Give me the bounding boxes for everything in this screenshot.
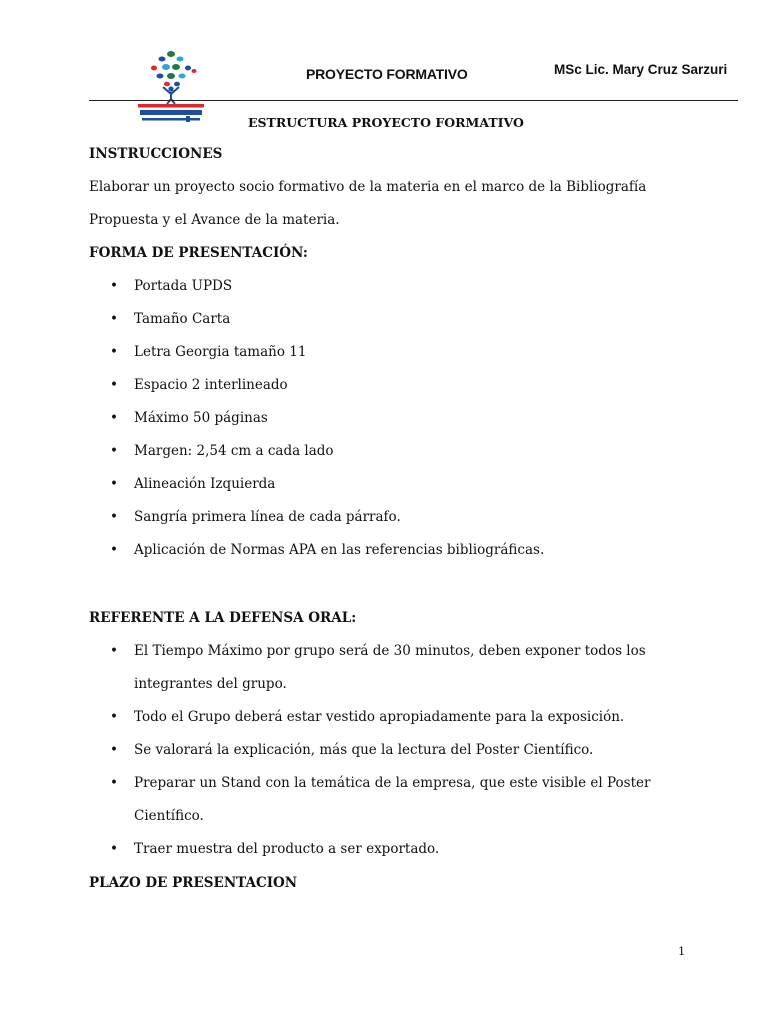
bullet-icon: • [110,509,118,525]
presentation-heading: FORMA DE PRESENTACIÓN: [89,245,308,261]
bullet-icon: • [110,311,118,327]
bullet-icon: • [110,443,118,459]
defense-heading: REFERENTE A LA DEFENSA ORAL: [89,610,357,626]
presentation-item: Portada UPDS [134,278,233,294]
defense-item: Se valorará la explicación, más que la lectura del Poster Científico. [134,742,594,758]
bullet-icon: • [110,709,118,725]
bullet-icon: • [110,377,118,393]
defense-item: Preparar un Stand con la temática de la empresa, que este visible el Poster [134,775,651,791]
bullet-icon: • [110,742,118,758]
bullet-icon: • [110,278,118,294]
upds-logo [128,46,214,134]
defense-item: Todo el Grupo deberá estar vestido apropiadamente para la exposición. [134,709,625,725]
bullet-icon: • [110,643,118,659]
bullet-icon: • [110,775,118,791]
header-title: PROYECTO FORMATIVO [306,66,468,82]
deadline-heading: PLAZO DE PRESENTACION [89,875,298,891]
presentation-item: Aplicación de Normas APA en las referencias bibliográficas. [134,542,545,558]
bullet-icon: • [110,344,118,360]
upds-tree-figure-logo-icon [128,46,214,134]
instructions-line: Elaborar un proyecto socio formativo de la materia en el marco de la Bibliografía [89,179,647,195]
bullet-icon: • [110,542,118,558]
defense-item-continuation: Científico. [134,808,204,824]
bullet-icon: • [110,841,118,857]
defense-item-continuation: integrantes del grupo. [134,676,287,692]
presentation-item: Letra Georgia tamaño 11 [134,344,307,360]
defense-item: El Tiempo Máximo por grupo será de 30 minutos, deben exponer todos los [134,643,646,659]
instructions-heading: INSTRUCCIONES [89,146,223,162]
presentation-item: Alineación Izquierda [134,476,276,492]
instructions-line: Propuesta y el Avance de la materia. [89,212,340,228]
presentation-item: Sangría primera línea de cada párrafo. [134,509,401,525]
bullet-icon: • [110,476,118,492]
document-subtitle: ESTRUCTURA PROYECTO FORMATIVO [248,115,524,130]
header-divider [89,100,738,101]
presentation-item: Tamaño Carta [134,311,231,327]
bullet-icon: • [110,410,118,426]
header-author: MSc Lic. Mary Cruz Sarzuri [554,62,728,77]
presentation-item: Margen: 2,54 cm a cada lado [134,443,334,459]
defense-item: Traer muestra del producto a ser exportado. [134,841,440,857]
page-number: 1 [678,944,686,958]
presentation-item: Máximo 50 páginas [134,410,268,426]
presentation-item: Espacio 2 interlineado [134,377,288,393]
